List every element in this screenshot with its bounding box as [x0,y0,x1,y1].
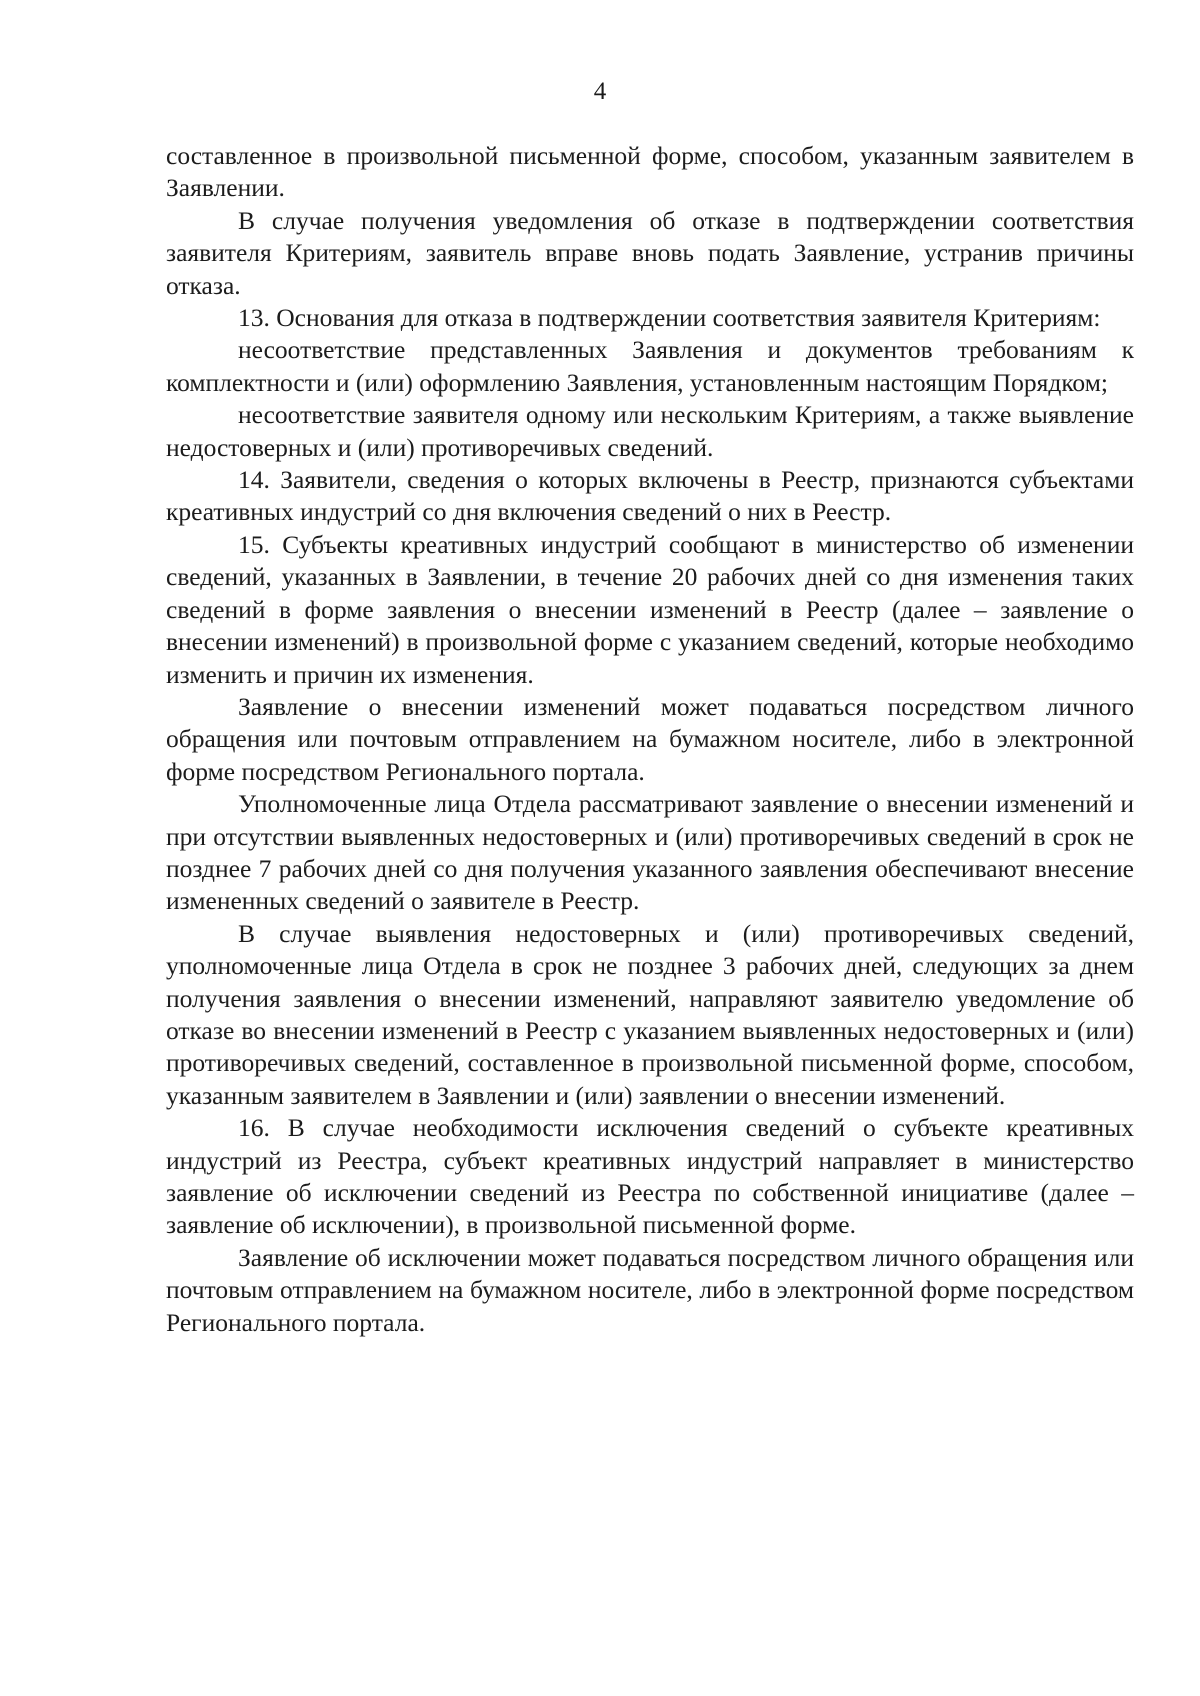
paragraph-16-submission: Заявление об исключении может подаваться посредством личного обращения или почтовым отправлением на бумажном носителе, либо в электронной форме посредством Регионального портала. [166,1242,1134,1337]
paragraph-15-review: Уполномоченные лица Отдела рассматривают заявление о внесении изменений и при отсутствии выявленных недостоверных и (или) противоречивых сведений в срок не позднее 7 рабочих дней со дня получения указанного заявления обеспечивают внесение измененных сведений о заявителе в Реестр. [166,789,1134,916]
paragraph-13-ground-1: несоответствие представленных Заявления и документов требованиям к комплектности и (или) оформлению Заявления, установленным настоящим Порядком; [166,335,1134,397]
paragraph-15: 15. Субъекты креативных индустрий сообщают в министерство об изменении сведений, указанных в Заявлении, в течение 20 рабочих дней со дня изменения таких сведений в форме заявления о внесении изменений в Реестр (далее – заявление о внесении изменений) в произвольной форме с указанием сведений, которые необходимо изменить и причин их изменения. [166,529,1134,689]
paragraph-14: 14. Заявители, сведения о которых включены в Реестр, признаются субъектами креативных индустрий со дня включения сведений о них в Реестр. [166,465,1134,527]
document-body [166,140,1134,1339]
page-number: 4 [593,78,607,105]
paragraph-refusal-notice: В случае получения уведомления об отказе в подтверждении соответствия заявителя Критериям, заявитель вправе вновь подать Заявление, устранив причины отказа. [166,205,1134,300]
paragraph-continuation: составленное в произвольной письменной форме, способом, указанным заявителем в Заявлении. [166,141,1134,203]
paragraph-13-ground-2: несоответствие заявителя одному или нескольким Критериям, а также выявление недостоверных и (или) противоречивых сведений. [166,400,1134,462]
paragraph-15-refusal: В случае выявления недостоверных и (или) противоречивых сведений, уполномоченные лица Отдела в срок не позднее 3 рабочих дней, следующих за днем получения заявления о внесении изменений, направляют заявителю уведомление об отказе во внесении изменений в Реестр с указанием выявленных недостоверных и (или) противоречивых сведений, составленное в произвольной письменной форме, способом, указанным заявителем в Заявлении и (или) заявлении о внесении изменений. [166,918,1134,1110]
paragraph-13-grounds: 13. Основания для отказа в подтверждении соответствия заявителя Критериям: [238,303,1101,333]
paragraph-15-submission: Заявление о внесении изменений может подаваться посредством личного обращения или почтовым отправлением на бумажном носителе, либо в электронной форме посредством Регионального портала. [166,691,1134,786]
paragraph-16: 16. В случае необходимости исключения сведений о субъекте креативных индустрий из Реестра, субъект креативных индустрий направляет в министерство заявление об исключении сведений из Реестра по собственной инициативе (далее – заявление об исключении), в произвольной письменной форме. [166,1113,1134,1240]
